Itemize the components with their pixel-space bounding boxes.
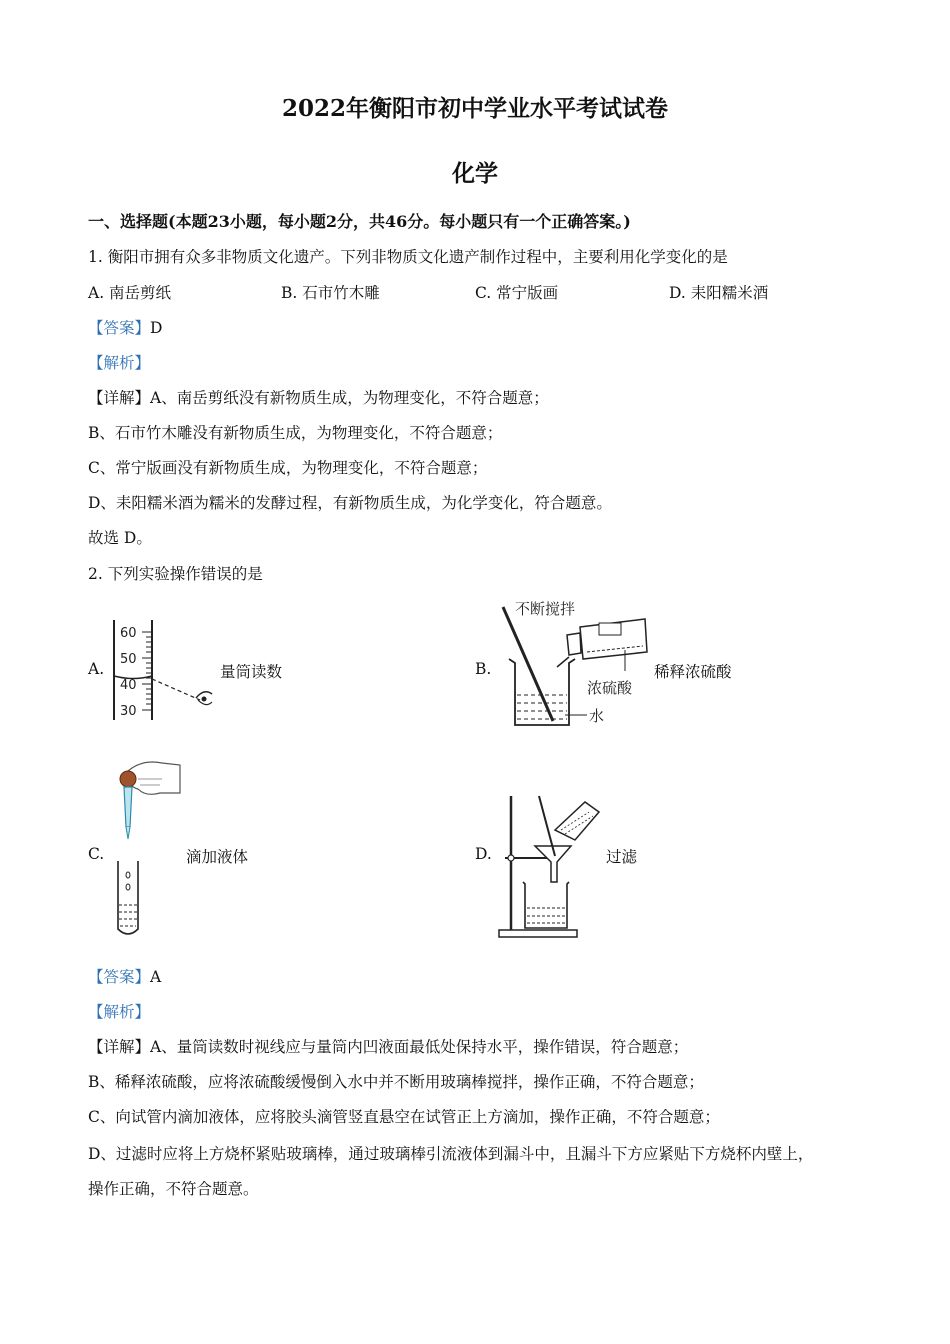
q1-option-b: B. 石市竹木雕 (281, 284, 380, 302)
sight-line (152, 679, 200, 700)
q1-analysis-tag: 【解析】 (88, 354, 151, 372)
q1-conclusion: 故选 D。 (88, 529, 152, 547)
q2-answer: A (150, 968, 162, 986)
q2-figB-letter: B. (475, 660, 492, 678)
q2-detail-c: C、向试管内滴加液体，应将胶头滴管竖直悬空在试管正上方滴加，操作正确，不符合题意； (88, 1108, 720, 1126)
filtration-figure (495, 790, 605, 940)
q2-detail-a (88, 1036, 688, 1058)
q2-detail-tag: 【详解】 (88, 1038, 151, 1056)
q2-stem: 2. 下列实验操作错误的是 (88, 565, 263, 583)
q2-analysis-tag: 【解析】 (88, 1003, 151, 1021)
q1-answer-line (88, 317, 162, 339)
pouring-beaker (555, 802, 599, 840)
q2-answer-tag: 【答案】 (88, 968, 151, 986)
water-label: 水 (589, 707, 605, 725)
q2-figC-letter: C. (88, 845, 105, 863)
q1-analysis-line (88, 352, 150, 374)
dropper-figure (108, 757, 186, 939)
q1-detail-b: B、石市竹木雕没有新物质生成，为物理变化，不符合题意； (88, 424, 503, 442)
exam-title: 2022年衡阳市初中学业水平考试试卷 (281, 95, 668, 122)
q1-option-a: A. 南岳剪纸 (88, 284, 172, 302)
cylinder-reading-figure (108, 618, 218, 723)
stand-base (499, 930, 577, 937)
rubber-bulb (120, 771, 136, 787)
q1-detail-a (88, 387, 549, 409)
tick-label-40: 40 (120, 678, 137, 693)
q2-figC-caption: 滴加液体 (186, 848, 249, 866)
q1-detail-tag: 【详解】 (88, 389, 151, 407)
q1-detail-text: A、南岳剪纸没有新物质生成，为物理变化，不符合题意； (150, 389, 549, 407)
acid-label: 浓硫酸 (587, 679, 633, 697)
q2-answer-line (88, 966, 161, 988)
subject-title: 化学 (452, 160, 498, 187)
q2-figD-letter: D. (475, 845, 492, 863)
dilute-acid-figure (495, 597, 650, 730)
q1-detail-c: C、常宁版画没有新物质生成，为物理变化，不符合题意； (88, 459, 488, 477)
dropper-tube (124, 787, 132, 827)
q2-figA-letter: A. (88, 660, 105, 678)
q1-option-c: C. 常宁版画 (475, 284, 559, 302)
tick-label-30: 30 (120, 704, 137, 719)
q1-option-d: D. 耒阳糯米酒 (669, 284, 769, 302)
q1-stem: 1. 衡阳市拥有众多非物质文化遗产。下列非物质文化遗产制作过程中，主要利用化学变化的是 (88, 248, 728, 266)
glass-rod (503, 607, 553, 721)
q2-figA-caption: 量筒读数 (220, 663, 283, 681)
q1-answer-tag: 【答案】 (88, 319, 151, 337)
stir-label: 不断搅拌 (515, 600, 576, 618)
q1-detail-d: D、耒阳糯米酒为糯米的发酵过程，有新物质生成，为化学变化，符合题意。 (88, 494, 612, 512)
q2-detail-d-cont: 操作正确，不符合题意。 (88, 1180, 259, 1198)
tick-label-50: 50 (120, 652, 137, 667)
q2-figB-caption: 稀释浓硫酸 (654, 663, 732, 681)
q1-answer: D (150, 319, 163, 337)
q2-detail-b: B、稀释浓硫酸，应将浓硫酸缓慢倒入水中并不断用玻璃棒搅拌，操作正确，不符合题意； (88, 1073, 704, 1091)
q2-detail-d: D、过滤时应将上方烧杯紧贴玻璃棒，通过玻璃棒引流液体到漏斗中，且漏斗下方应紧贴下方烧杯内壁上， (88, 1145, 814, 1163)
section-heading: 一、选择题(本题23小题，每小题2分，共46分。每小题只有一个正确答案。) (88, 212, 631, 231)
eye-icon (196, 692, 212, 705)
reagent-bottle (557, 619, 647, 667)
tick-label-60: 60 (120, 626, 137, 641)
q2-detail-text: A、量筒读数时视线应与量筒内凹液面最低处保持水平，操作错误，符合题意； (150, 1038, 689, 1056)
receiving-beaker (523, 882, 569, 928)
q2-figD-caption: 过滤 (606, 848, 638, 866)
q2-analysis-line (88, 1001, 150, 1023)
